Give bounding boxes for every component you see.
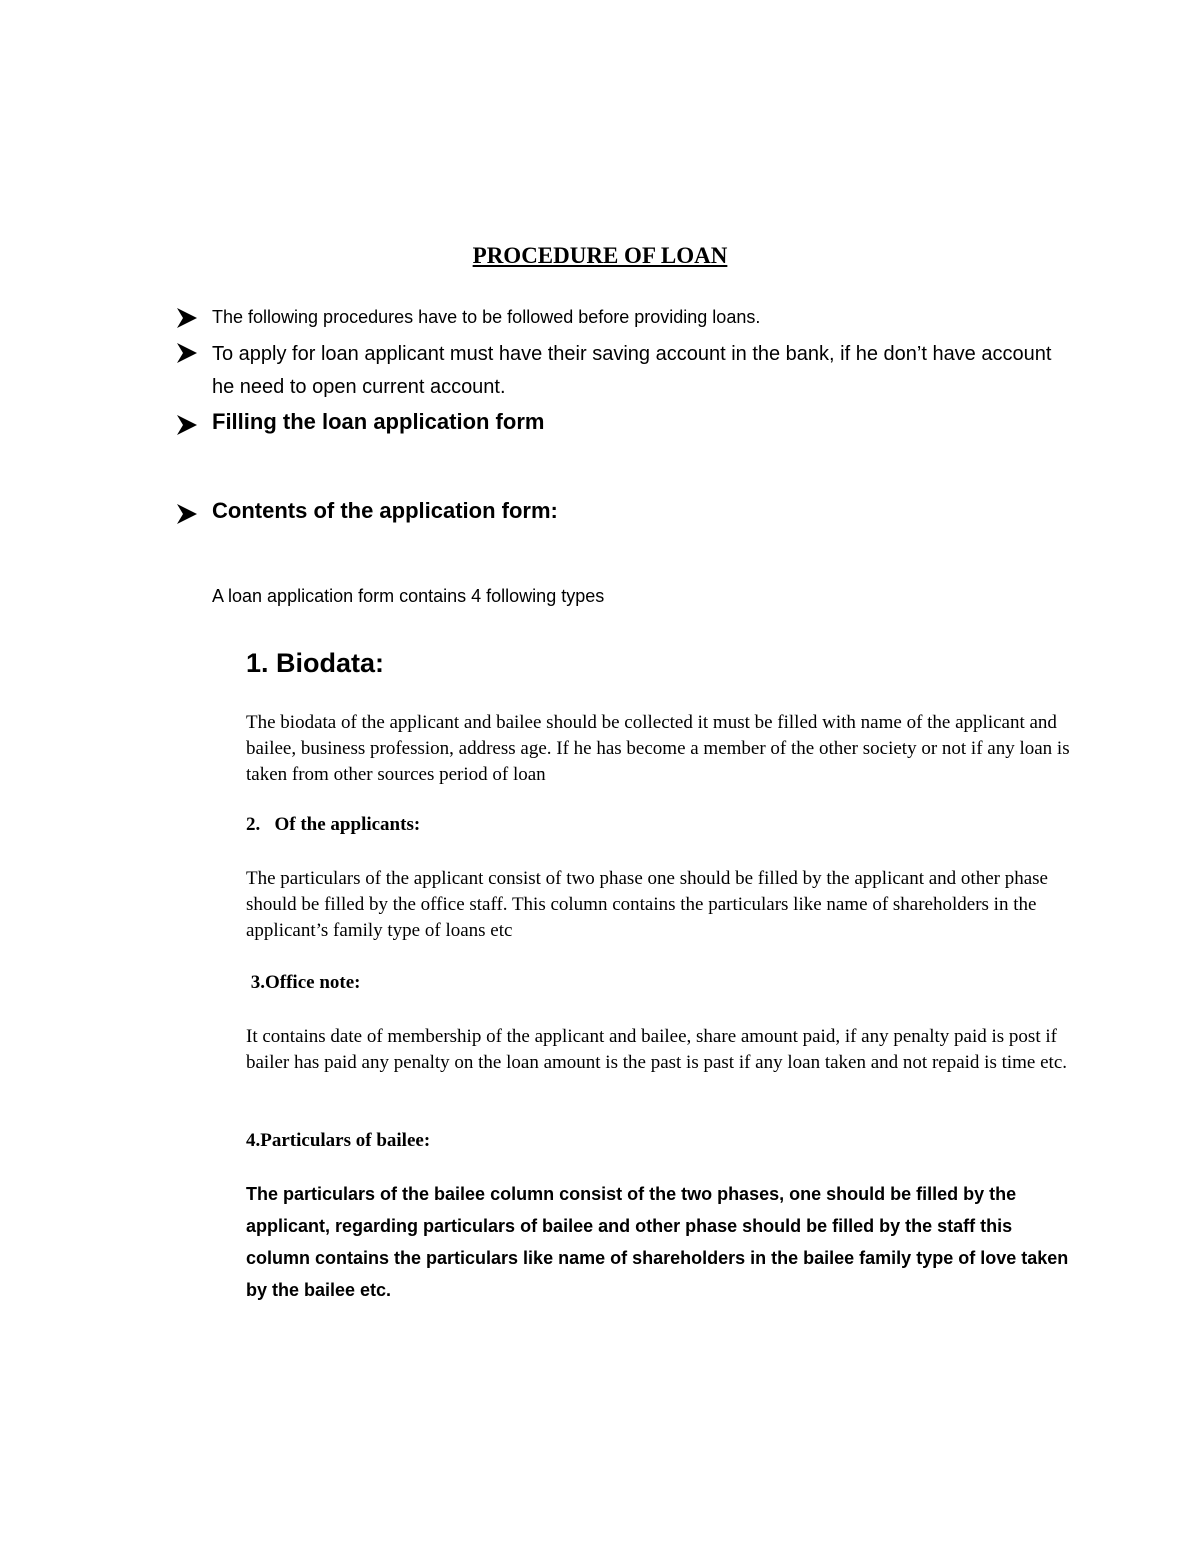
section-heading-biodata: 1. Biodata: xyxy=(246,648,385,678)
bullet-text: To apply for loan applicant must have their saving account in the bank, if he don’t have account he need to open current account. xyxy=(212,343,1052,398)
section-body-office-note: It contains date of membership of the applicant and bailee, share amount paid, if any penalty paid is post if bailer has paid any penalty on the loan amount is the past is past if any loan taken and not repaid is time etc. xyxy=(246,1026,1067,1073)
arrowhead-bullet-icon xyxy=(176,414,198,436)
intro-text: A loan application form contains 4 following types xyxy=(212,586,605,606)
arrowhead-bullet-icon xyxy=(176,503,198,525)
section-heading-office-note: 3.Office note: xyxy=(246,972,361,993)
page-title: PROCEDURE OF LOAN xyxy=(472,243,728,268)
bullet-text: Contents of the application form: xyxy=(212,498,558,523)
arrowhead-bullet-icon xyxy=(176,307,198,329)
bullet-text: Filling the loan application form xyxy=(212,409,545,434)
section-body-bailee: The particulars of the bailee column consist of the two phases, one should be filled by the applicant, regarding particulars of bailee and other phase should be filled by the staff this column contains the particulars like name of shareholders in the bailee family type of love taken by the bailee etc. xyxy=(246,1184,1069,1300)
section-body-biodata: The biodata of the applicant and bailee should be collected it must be filled with name of the applicant and bailee, business profession, address age. If he has become a member of the other society or not if any loan is taken from other sources period of loan xyxy=(246,712,1070,785)
section-heading-applicants: 2. Of the applicants: xyxy=(246,814,421,835)
section-body-applicants: The particulars of the applicant consist of two phase one should be filled by the applicant and other phase should be filled by the office staff. This column contains the particulars like name of shareholders in the applicant’s family type of loans etc xyxy=(246,868,1048,941)
section-heading-bailee: 4.Particulars of bailee: xyxy=(246,1130,431,1151)
bullet-text: The following procedures have to be followed before providing loans. xyxy=(212,307,761,327)
arrowhead-bullet-icon xyxy=(176,342,198,364)
